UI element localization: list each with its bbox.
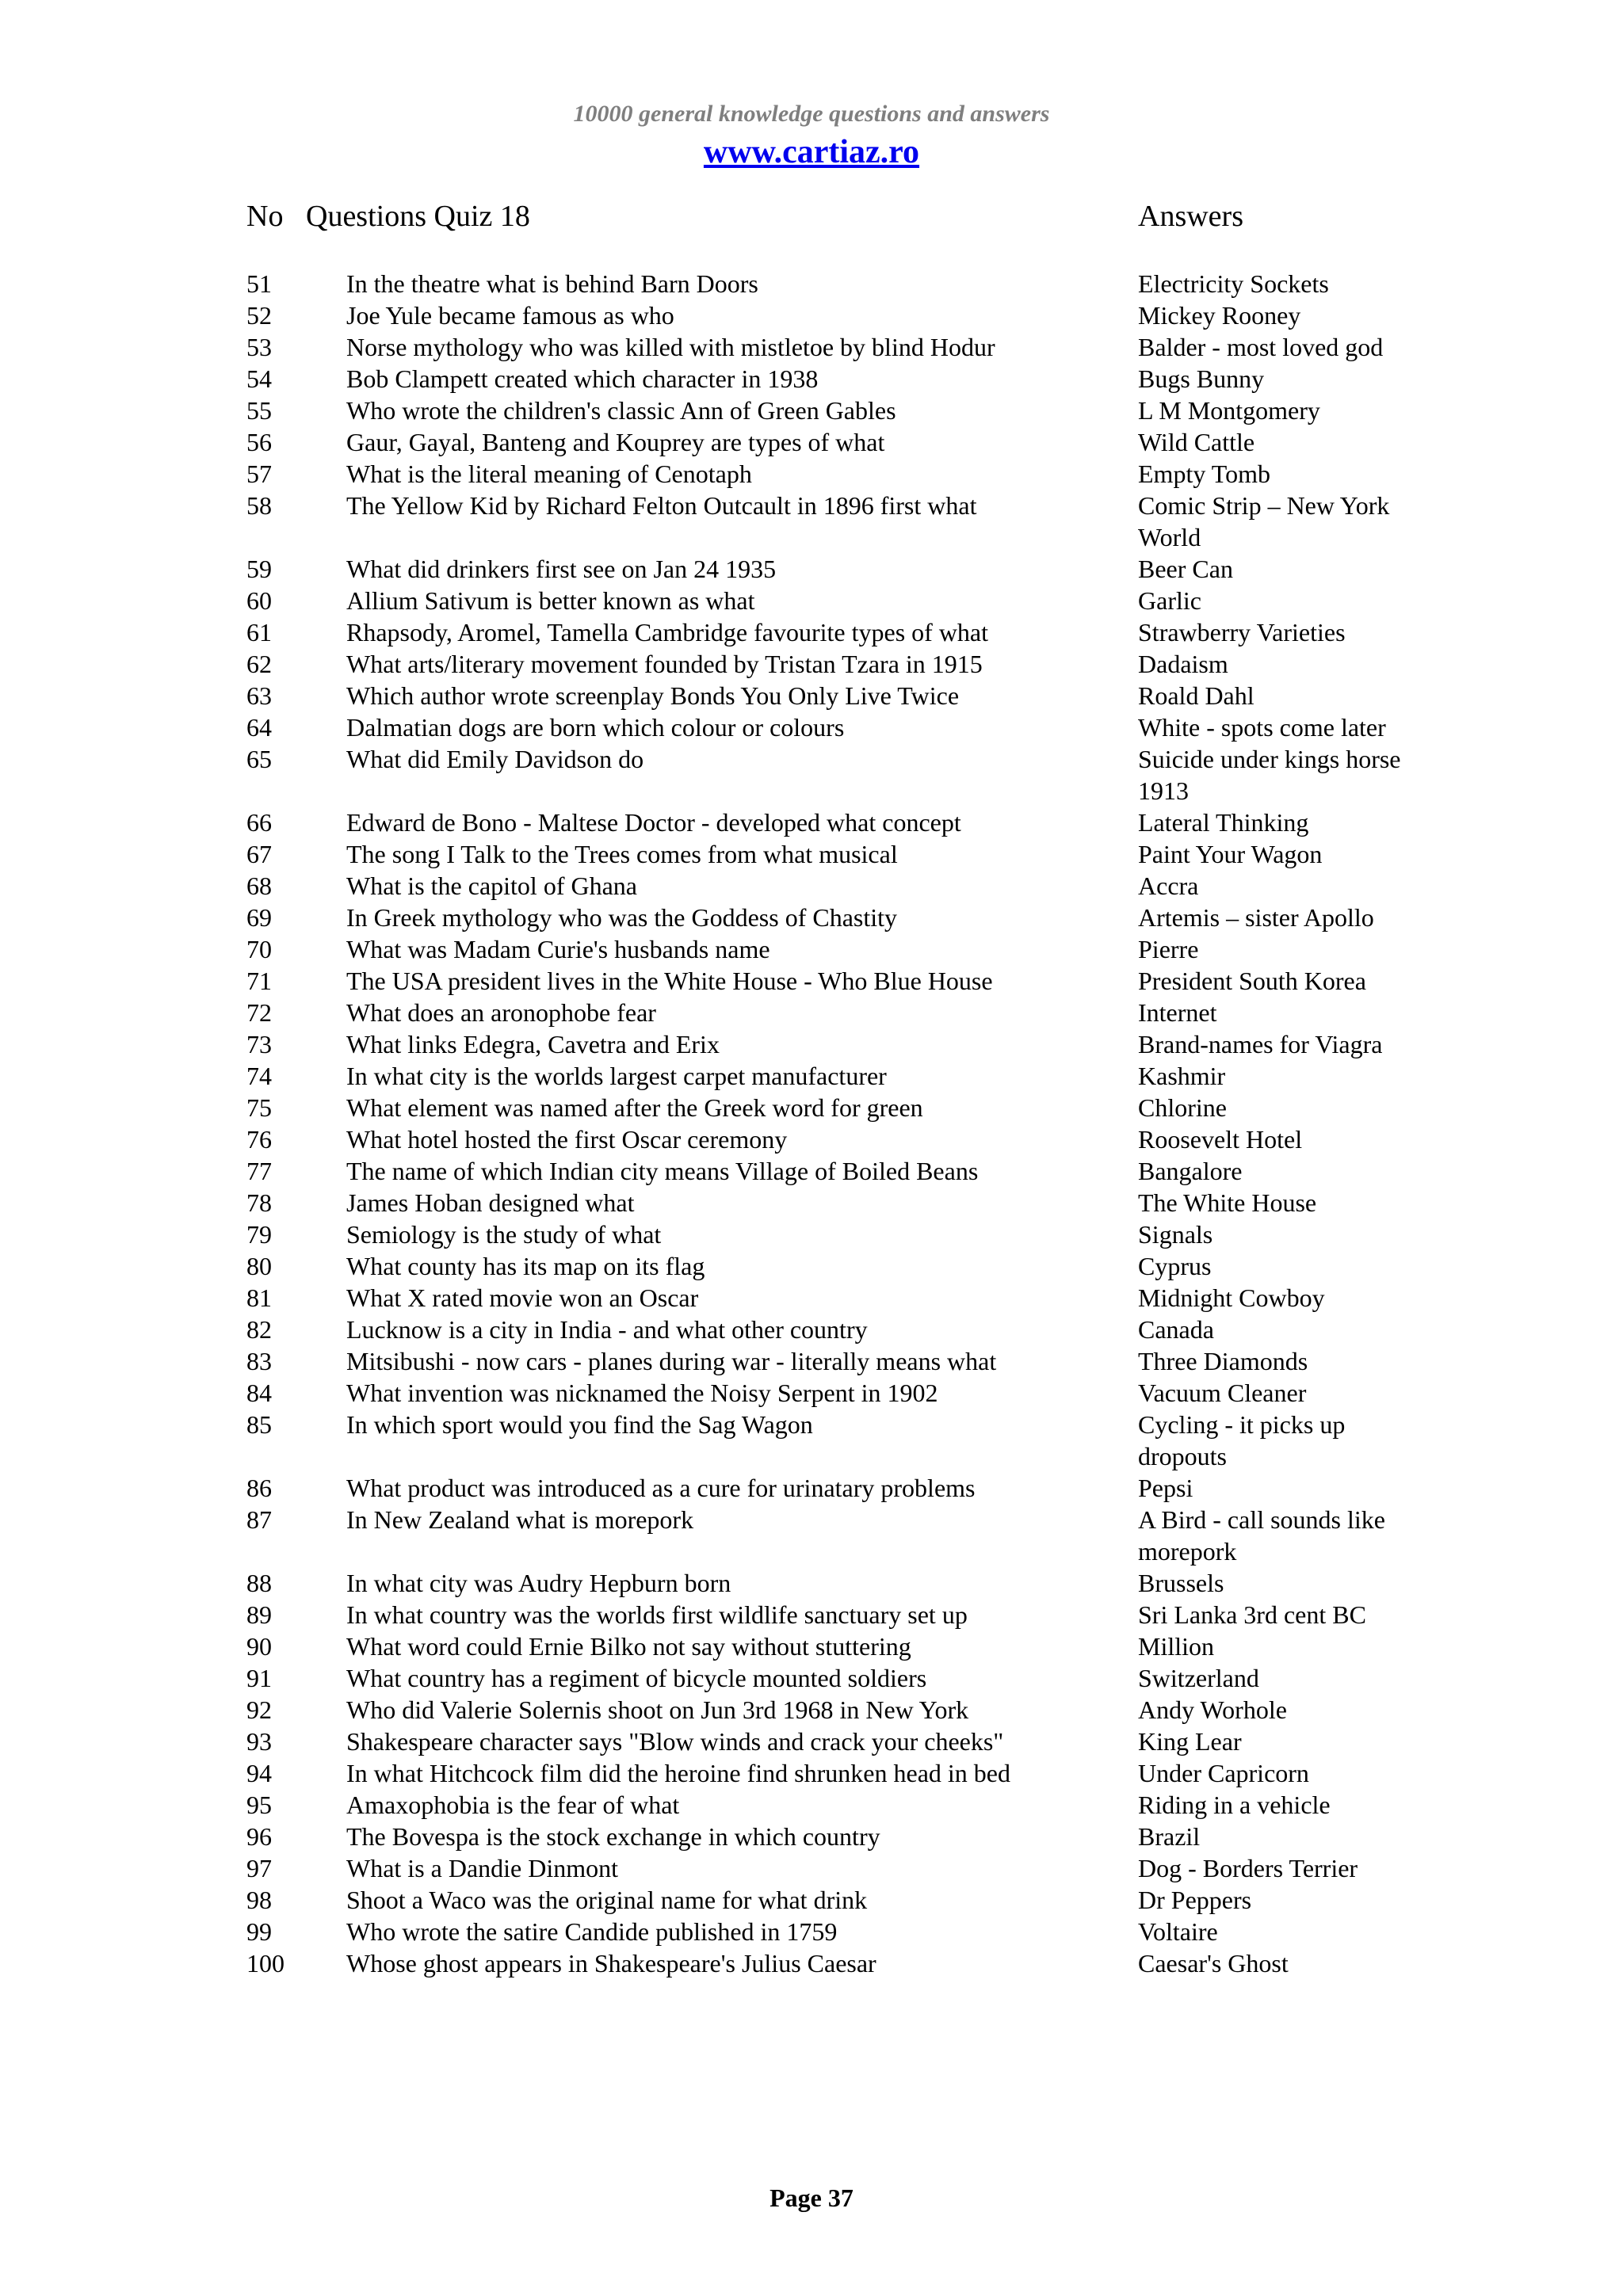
answer-text: Paint Your Wagon (1138, 840, 1323, 868)
table-row (0, 1757, 1623, 1789)
question-text: In what city is the worlds largest carpet manufacturer (346, 1062, 887, 1090)
question-text: Norse mythology who was killed with mistletoe by blind Hodur (346, 333, 995, 361)
answer-text: Chlorine (1138, 1093, 1227, 1122)
answer-text: Brazil (1138, 1822, 1201, 1851)
answer-text: Midnight Cowboy (1138, 1283, 1325, 1312)
answer-text: Lateral Thinking (1138, 808, 1309, 837)
table-row (0, 1630, 1623, 1662)
answer-text: Riding in a vehicle (1138, 1791, 1331, 1819)
question-number: 85 (246, 1410, 272, 1439)
table-row (0, 1947, 1623, 1979)
question-number: 62 (246, 650, 272, 678)
question-number: 98 (246, 1886, 272, 1914)
table-row (0, 838, 1623, 870)
question-number: 72 (246, 998, 272, 1027)
question-text: In what city was Audry Hepburn born (346, 1569, 731, 1597)
answer-text: Dr Peppers (1138, 1886, 1252, 1914)
question-text: What was Madam Curie's husbands name (346, 935, 770, 963)
question-text: In the theatre what is behind Barn Doors (346, 269, 758, 298)
answer-text: Garlic (1138, 586, 1201, 615)
question-number: 86 (246, 1474, 272, 1502)
question-list (0, 268, 1623, 1979)
question-number: 95 (246, 1791, 272, 1819)
table-row (0, 933, 1623, 965)
answer-text: King Lear (1138, 1727, 1242, 1756)
answer-text: Strawberry Varieties (1138, 618, 1346, 646)
question-text: What is a Dandie Dinmont (346, 1854, 619, 1882)
answer-text: Cycling - it picks up dropouts (1138, 1410, 1346, 1470)
answer-text: Suicide under kings horse 1913 (1138, 745, 1401, 805)
answer-text: Comic Strip – New York World (1138, 491, 1390, 551)
question-number: 58 (246, 491, 272, 520)
column-header-answers: Answers (1138, 200, 1243, 233)
question-number: 96 (246, 1822, 272, 1851)
answer-text: Cyprus (1138, 1252, 1212, 1280)
answer-text: Voltaire (1138, 1917, 1218, 1946)
question-text: What hotel hosted the first Oscar ceremony (346, 1125, 788, 1154)
question-number: 77 (246, 1157, 272, 1185)
question-number: 84 (246, 1379, 272, 1407)
question-number: 83 (246, 1347, 272, 1375)
answer-text: Accra (1138, 871, 1199, 900)
question-number: 90 (246, 1632, 272, 1661)
question-text: Edward de Bono - Maltese Doctor - developed what concept (346, 808, 961, 837)
question-number: 55 (246, 396, 272, 425)
question-text: What invention was nicknamed the Noisy Serpent in 1902 (346, 1379, 938, 1407)
question-number: 74 (246, 1062, 272, 1090)
table-row (0, 458, 1623, 490)
question-number: 79 (246, 1220, 272, 1249)
document-subtitle: 10000 general knowledge questions and answers (573, 101, 1050, 127)
table-row (0, 1282, 1623, 1314)
table-row (0, 1821, 1623, 1852)
table-row (0, 426, 1623, 458)
question-text: Dalmatian dogs are born which colour or colours (346, 713, 845, 742)
table-row (0, 1123, 1623, 1155)
question-number: 97 (246, 1854, 272, 1882)
question-text: Who wrote the satire Candide published in 1759 (346, 1917, 838, 1946)
table-row (0, 1662, 1623, 1694)
table-row (0, 1092, 1623, 1123)
question-text: What did drinkers first see on Jan 24 1935 (346, 555, 777, 583)
question-text: The name of which Indian city means Village of Boiled Beans (346, 1157, 979, 1185)
answer-text: Bugs Bunny (1138, 364, 1265, 393)
question-number: 82 (246, 1315, 272, 1344)
question-text: What is the capitol of Ghana (346, 871, 637, 900)
question-text: The Bovespa is the stock exchange in which country (346, 1822, 880, 1851)
answer-text: Beer Can (1138, 555, 1233, 583)
question-number: 64 (246, 713, 272, 742)
question-number: 91 (246, 1664, 272, 1692)
table-row (0, 1599, 1623, 1630)
answer-text: Mickey Rooney (1138, 301, 1301, 330)
question-number: 89 (246, 1600, 272, 1629)
question-number: 61 (246, 618, 272, 646)
question-number: 100 (246, 1949, 285, 1978)
question-text: Allium Sativum is better known as what (346, 586, 755, 615)
question-number: 88 (246, 1569, 272, 1597)
table-row (0, 585, 1623, 616)
question-text: The song I Talk to the Trees comes from what musical (346, 840, 898, 868)
table-row (0, 680, 1623, 711)
answer-text: Andy Worhole (1138, 1695, 1287, 1724)
answer-text: President South Korea (1138, 967, 1366, 995)
question-number: 81 (246, 1283, 272, 1312)
question-number: 73 (246, 1030, 272, 1058)
table-row (0, 1028, 1623, 1060)
answer-text: Wild Cattle (1138, 428, 1255, 456)
table-row (0, 331, 1623, 363)
question-text: Who wrote the children's classic Ann of Green Gables (346, 396, 896, 425)
question-text: In New Zealand what is morepork (346, 1505, 694, 1534)
question-text: What arts/literary movement founded by Tristan Tzara in 1915 (346, 650, 983, 678)
answer-text: L M Montgomery (1138, 396, 1320, 425)
question-text: Shoot a Waco was the original name for what drink (346, 1886, 868, 1914)
question-number: 67 (246, 840, 272, 868)
question-text: What is the literal meaning of Cenotaph (346, 460, 752, 488)
question-text: James Hoban designed what (346, 1188, 635, 1217)
question-text: Gaur, Gayal, Banteng and Kouprey are types of what (346, 428, 885, 456)
question-text: What X rated movie won an Oscar (346, 1283, 699, 1312)
question-text: Mitsibushi - now cars - planes during war - literally means what (346, 1347, 997, 1375)
question-number: 56 (246, 428, 272, 456)
question-text: Who did Valerie Solernis shoot on Jun 3rd 1968 in New York (346, 1695, 969, 1724)
table-row (0, 1219, 1623, 1250)
answer-text: Electricity Sockets (1138, 269, 1329, 298)
answer-text: Caesar's Ghost (1138, 1949, 1289, 1978)
question-text: Shakespeare character says "Blow winds and crack your cheeks" (346, 1727, 1004, 1756)
question-text: Which author wrote screenplay Bonds You Only Live Twice (346, 681, 960, 710)
answer-text: Million (1138, 1632, 1215, 1661)
answer-text: Empty Tomb (1138, 460, 1270, 488)
question-number: 87 (246, 1505, 272, 1534)
question-number: 63 (246, 681, 272, 710)
question-text: Whose ghost appears in Shakespeare's Julius Caesar (346, 1949, 876, 1978)
answer-text: Artemis – sister Apollo (1138, 903, 1374, 932)
question-text: In what Hitchcock film did the heroine find shrunken head in bed (346, 1759, 1010, 1787)
question-text: What did Emily Davidson do (346, 745, 644, 773)
table-row (0, 902, 1623, 933)
table-row (0, 807, 1623, 838)
question-number: 54 (246, 364, 272, 393)
question-text: What word could Ernie Bilko not say without stuttering (346, 1632, 911, 1661)
table-row (0, 490, 1623, 553)
question-text: Amaxophobia is the fear of what (346, 1791, 680, 1819)
question-text: The USA president lives in the White House - Who Blue House (346, 967, 993, 995)
question-text: What product was introduced as a cure for urinatary problems (346, 1474, 976, 1502)
table-row (0, 1155, 1623, 1187)
table-row (0, 1345, 1623, 1377)
question-text: What does an aronophobe fear (346, 998, 656, 1027)
answer-text: Brand-names for Viagra (1138, 1030, 1383, 1058)
answer-text: Roosevelt Hotel (1138, 1125, 1303, 1154)
answer-text: Dog - Borders Terrier (1138, 1854, 1358, 1882)
question-number: 65 (246, 745, 272, 773)
answer-text: Brussels (1138, 1569, 1224, 1597)
answer-text: Canada (1138, 1315, 1214, 1344)
table-row (0, 1567, 1623, 1599)
answer-text: White - spots come later (1138, 713, 1386, 742)
table-row (0, 1726, 1623, 1757)
table-row (0, 1060, 1623, 1092)
site-link[interactable]: www.cartiaz.ro (703, 134, 920, 170)
answer-text: Under Capricorn (1138, 1759, 1309, 1787)
table-row (0, 1789, 1623, 1821)
table-row (0, 1409, 1623, 1472)
answer-text: The White House (1138, 1188, 1317, 1217)
answer-text: A Bird - call sounds like morepork (1138, 1505, 1385, 1566)
question-number: 94 (246, 1759, 272, 1787)
question-number: 69 (246, 903, 272, 932)
answer-text: Vacuum Cleaner (1138, 1379, 1307, 1407)
table-row (0, 363, 1623, 395)
table-row (0, 1377, 1623, 1409)
answer-text: Internet (1138, 998, 1217, 1027)
table-row (0, 553, 1623, 585)
question-text: The Yellow Kid by Richard Felton Outcault in 1896 first what (346, 491, 977, 520)
question-number: 52 (246, 301, 272, 330)
answer-text: Balder - most loved god (1138, 333, 1384, 361)
question-number: 53 (246, 333, 272, 361)
question-text: Joe Yule became famous as who (346, 301, 674, 330)
answer-text: Switzerland (1138, 1664, 1259, 1692)
column-header-no: No (246, 200, 284, 233)
question-number: 99 (246, 1917, 272, 1946)
question-number: 51 (246, 269, 272, 298)
question-number: 71 (246, 967, 272, 995)
question-text: Lucknow is a city in India - and what other country (346, 1315, 868, 1344)
answer-text: Dadaism (1138, 650, 1228, 678)
question-number: 78 (246, 1188, 272, 1217)
table-row (0, 648, 1623, 680)
question-text: In Greek mythology who was the Goddess of Chastity (346, 903, 898, 932)
table-row (0, 1504, 1623, 1567)
table-row (0, 1852, 1623, 1884)
table-row (0, 711, 1623, 743)
question-number: 80 (246, 1252, 272, 1280)
question-text: What links Edegra, Cavetra and Erix (346, 1030, 720, 1058)
question-number: 70 (246, 935, 272, 963)
question-text: What county has its map on its flag (346, 1252, 705, 1280)
question-number: 75 (246, 1093, 272, 1122)
table-row (0, 870, 1623, 902)
question-text: In which sport would you find the Sag Wagon (346, 1410, 813, 1439)
table-row (0, 299, 1623, 331)
table-row (0, 997, 1623, 1028)
table-row (0, 1694, 1623, 1726)
answer-text: Signals (1138, 1220, 1213, 1249)
table-row (0, 395, 1623, 426)
answer-text: Pierre (1138, 935, 1199, 963)
question-number: 60 (246, 586, 272, 615)
answer-text: Pepsi (1138, 1474, 1193, 1502)
answer-text: Sri Lanka 3rd cent BC (1138, 1600, 1366, 1629)
table-row (0, 1884, 1623, 1916)
table-row (0, 1250, 1623, 1282)
question-text: Rhapsody, Aromel, Tamella Cambridge favourite types of what (346, 618, 989, 646)
question-number: 76 (246, 1125, 272, 1154)
question-text: Semiology is the study of what (346, 1220, 662, 1249)
question-number: 59 (246, 555, 272, 583)
table-row (0, 1916, 1623, 1947)
question-number: 57 (246, 460, 272, 488)
question-text: Bob Clampett created which character in 1938 (346, 364, 819, 393)
question-text: What element was named after the Greek word for green (346, 1093, 923, 1122)
table-row (0, 1314, 1623, 1345)
question-text: What country has a regiment of bicycle mounted soldiers (346, 1664, 927, 1692)
table-row (0, 743, 1623, 807)
answer-text: Bangalore (1138, 1157, 1243, 1185)
table-row (0, 268, 1623, 299)
answer-text: Roald Dahl (1138, 681, 1254, 710)
table-row (0, 1187, 1623, 1219)
column-header-questions: Questions Quiz 18 (306, 200, 530, 233)
question-number: 68 (246, 871, 272, 900)
table-row (0, 616, 1623, 648)
table-row (0, 965, 1623, 997)
answer-text: Kashmir (1138, 1062, 1226, 1090)
answer-text: Three Diamonds (1138, 1347, 1308, 1375)
table-row (0, 1472, 1623, 1504)
question-number: 92 (246, 1695, 272, 1724)
page-header (0, 97, 1623, 173)
question-number: 93 (246, 1727, 272, 1756)
question-number: 66 (246, 808, 272, 837)
question-text: In what country was the worlds first wildlife sanctuary set up (346, 1600, 968, 1629)
page-number: Page 37 (769, 2183, 854, 2212)
